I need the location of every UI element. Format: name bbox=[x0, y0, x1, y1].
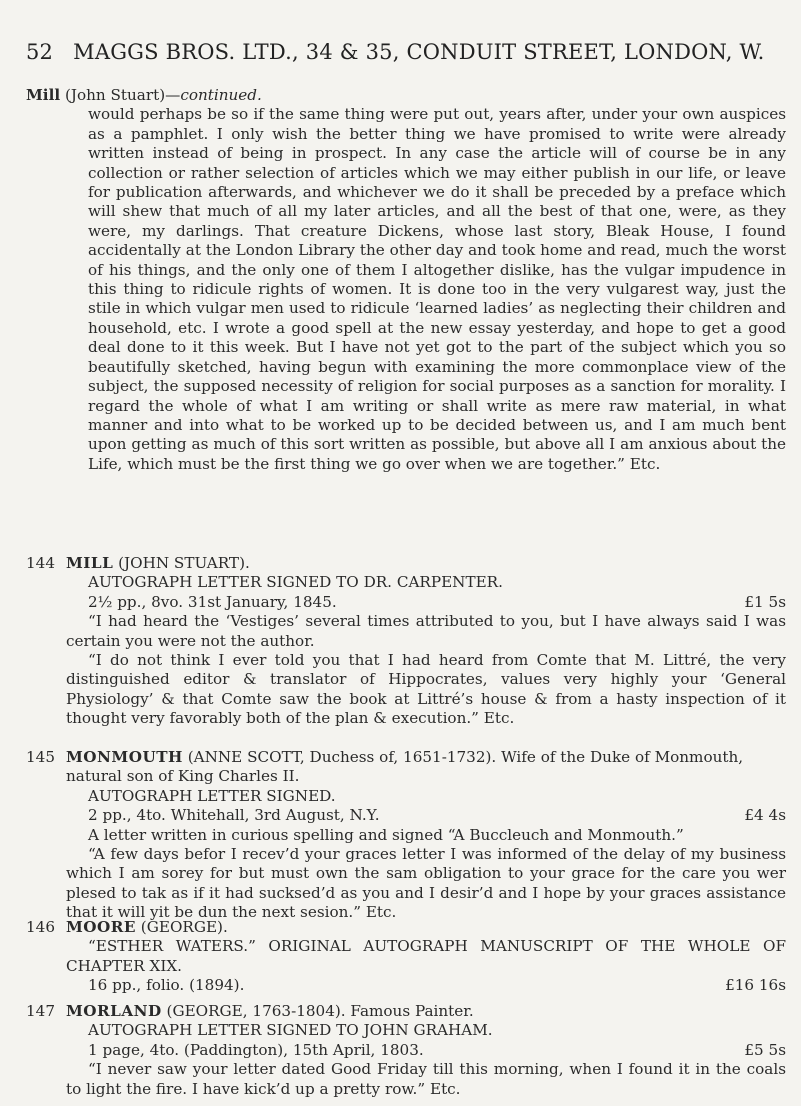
lot-price: £1 5s bbox=[744, 592, 786, 611]
lot-quote: “I never saw your letter dated Good Friday till this morning, when I found it in the coals to light the fire. I have kick’d up a pretty row.” Etc. bbox=[66, 1060, 786, 1098]
lot-number: 145 bbox=[26, 748, 55, 766]
lot-name: MONMOUTH bbox=[66, 748, 183, 766]
page-header bbox=[26, 40, 786, 64]
lot-quote: “I had heard the ‘Vestiges’ several times attributed to you, but I have always said I was certain you were not the author. bbox=[66, 612, 786, 650]
continued-heading bbox=[26, 86, 786, 105]
lot-desc-line bbox=[88, 593, 786, 612]
lot-name-rest: (GEORGE). bbox=[140, 918, 228, 936]
lot-heading bbox=[66, 918, 786, 937]
lot-name: MOORE bbox=[66, 918, 136, 936]
lot-number: 147 bbox=[26, 1002, 55, 1020]
lot-144 bbox=[26, 554, 786, 729]
lot-name-rest: (GEORGE, 1763-1804). Famous Painter. bbox=[166, 1002, 474, 1020]
lot-number: 146 bbox=[26, 918, 55, 936]
lot-title: “ESTHER WATERS.” ORIGINAL AUTOGRAPH MANUSCRIPT OF THE WHOLE OF CHAPTER XIX. bbox=[66, 937, 786, 975]
lot-desc: 1 page, 4to. (Paddington), 15th April, 1803. bbox=[88, 1040, 424, 1059]
lot-name: MILL bbox=[66, 554, 114, 572]
lot-desc-line bbox=[88, 1041, 786, 1060]
lot-desc-line bbox=[88, 806, 786, 825]
lot-title: AUTOGRAPH LETTER SIGNED. bbox=[88, 786, 336, 805]
continued-label: Mill bbox=[26, 86, 61, 104]
lot-desc: 2 pp., 4to. Whitehall, 3rd August, N.Y. bbox=[88, 806, 380, 825]
lot-price: £16 16s bbox=[725, 976, 786, 995]
lot-heading bbox=[66, 1002, 786, 1021]
continued-marker: continued. bbox=[180, 86, 262, 104]
lot-desc-line bbox=[88, 976, 786, 995]
lot-title: AUTOGRAPH LETTER SIGNED TO JOHN GRAHAM. bbox=[88, 1021, 493, 1040]
lot-147 bbox=[26, 1002, 786, 1099]
lot-price: £4 4s bbox=[744, 806, 786, 825]
lot-name: MORLAND bbox=[66, 1002, 162, 1020]
lot-desc: 16 pp., folio. (1894). bbox=[88, 976, 245, 995]
lot-number: 144 bbox=[26, 554, 55, 572]
lot-quote: “A few days befor I recev’d your graces letter I was informed of the delay of my business which I am sorey for but must own the sam obligation to your grace for the care you wer plesed to tak as if it had sucksed’d as you and I desir’d and I hope by your graces assistance that it will yit be dun the next sesion.” Etc. bbox=[66, 845, 786, 922]
page-number: 52 bbox=[26, 40, 54, 64]
lot-mill-continued bbox=[26, 86, 786, 474]
lot-desc: 2½ pp., 8vo. 31st January, 1845. bbox=[88, 592, 337, 611]
lot-name-rest: (JOHN STUART). bbox=[118, 554, 250, 572]
lot-title: AUTOGRAPH LETTER SIGNED TO DR. CARPENTER. bbox=[88, 573, 503, 592]
lot-price: £5 5s bbox=[744, 1040, 786, 1059]
lot-quote: “I do not think I ever told you that I had heard from Comte that M. Littré, the very distinguished editor & translator of Hippocrates, values very highly your ‘General Physiology’ & that Comte saw the book at Littré’s house & from a hasty inspection of it thought very favorably both of the plan & execution.” Etc. bbox=[66, 651, 786, 728]
firm-address: MAGGS BROS. LTD., 34 & 35, CONDUIT STREET, LONDON, W. bbox=[73, 40, 765, 64]
continued-name: (John Stuart)— bbox=[64, 86, 181, 104]
lot-heading bbox=[66, 748, 786, 787]
lot-146 bbox=[26, 918, 786, 996]
lot-name-rest: (ANNE SCOTT, Duchess of, 1651-1732). Wife of the Duke of Monmouth, natural son of King Charles II. bbox=[66, 748, 744, 786]
lot-145 bbox=[26, 748, 786, 923]
lot-note: A letter written in curious spelling and signed “A Buccleuch and Monmouth.” bbox=[88, 825, 684, 844]
lot-heading bbox=[66, 554, 786, 573]
continued-text: would perhaps be so if the same thing were put out, years after, under your own auspices as a pamphlet. I only wish the better thing we have promised to write were already written instead of being in prospect. In any case the article will of course be in any collection or rather selection of articles which we may either publish in our life, or leave for publication afterwards, and whichever we do it shall be preceded by a preface which will shew that much of all my later articles, and all the best of that one, were, as they were, my darlings. That creature Dickens, whose last story, Bleak House, I found accidentally at the London Library the other day and took home and read, much the worst of his things, and the only one of them I altogether dislike, has the vulgar impudence in this thing to ridicule rights of women. It is done too in the very vulgarest way, just the stile in which vulgar men used to ridicule ‘learned ladies’ as neglecting their children and household, etc. I wrote a good spell at the new essay yesterday, and hope to get a good deal done to it this week. But I have not yet got to the part of the subject which you so beautifully sketched, having begun with examining the more commonplace view of the subject, the supposed necessity of religion for social purposes as a sanction for morality. I regard the whole of what I am writing or shall write as mere raw material, in what manner and into what to be worked up to be decided between us, and I am much bent upon getting as much of this sort written as possible, but above all I am anxious about the Life, which must be the first thing we go over when we are together.” Etc. bbox=[88, 105, 786, 473]
